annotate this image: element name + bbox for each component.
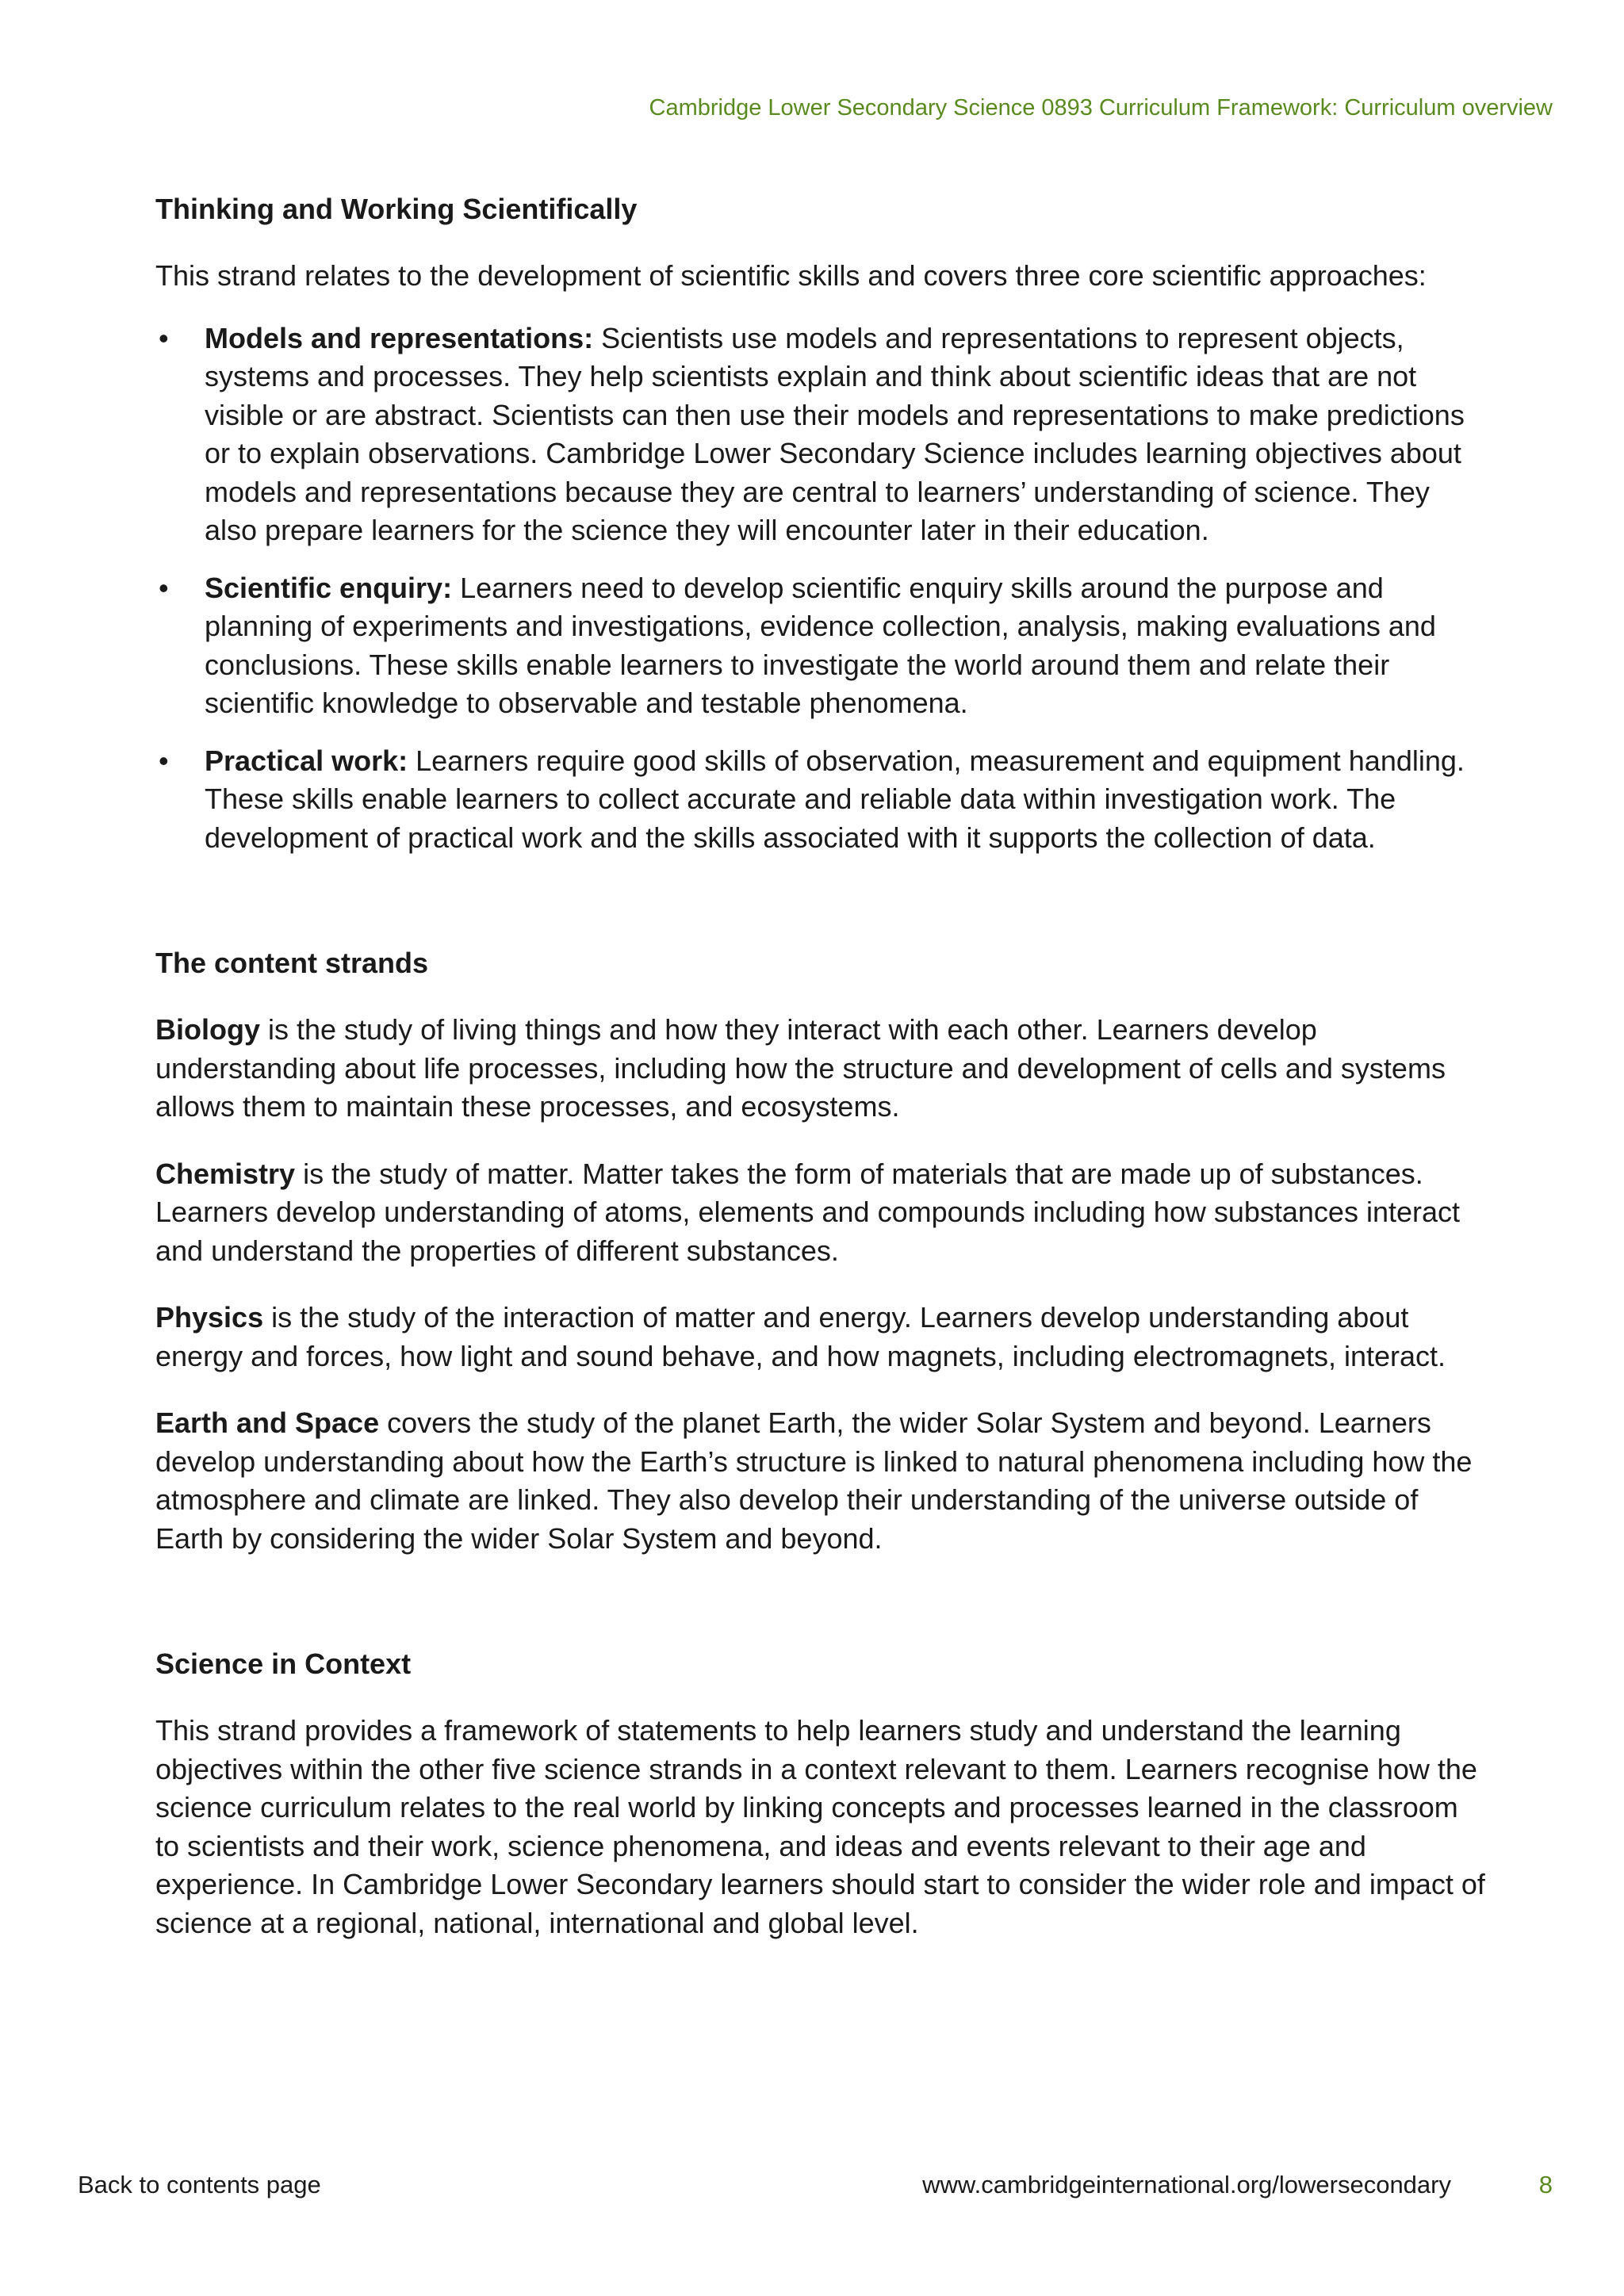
running-header: Cambridge Lower Secondary Science 0893 Curriculum Framework: Curriculum overview — [649, 95, 1553, 121]
strand-text: is the study of living things and how they interact with each other. Learners develop understanding about life processes, including how the structure and development of cells and systems allows them to maintain these processes, and ecosystems. — [155, 1013, 1446, 1123]
section-heading: Science in Context — [155, 1647, 412, 1680]
section-science-in-context — [155, 1645, 1488, 1942]
list-item-text: Scientists use models and representations to represent objects, systems and processes. They help scientists explain and think about scientific ideas that are not visible or are abstract. Scientists can then use their models and representations to make predictions or to explain observations. Cambridge Lower Secondary Science includes learning objectives about models and representations because they are central to learners’ understanding of science. They also prepare learners for the science they will encounter later in their education. — [205, 321, 1465, 546]
strand-term: Chemistry — [155, 1157, 296, 1190]
list-item-text: Learners require good skills of observation, measurement and equipment handling. These skills enable learners to collect accurate and reliable data within investigation work. The development of practical work and the skills associated with it supports the collection of data. — [205, 744, 1465, 854]
section-heading: Thinking and Working Scientifically — [155, 193, 638, 225]
approaches-list — [155, 320, 1488, 858]
strand-paragraph-earth-space — [155, 1404, 1488, 1558]
strand-paragraph-physics — [155, 1299, 1488, 1376]
strand-text: is the study of matter. Matter takes the form of materials that are made up of substances. Learners develop understanding of atoms, elements and compounds including how substances interact and understand the properties of different substances. — [155, 1157, 1461, 1267]
list-item-term: Practical work: — [205, 744, 408, 777]
list-item-term: Scientific enquiry: — [205, 571, 453, 604]
strand-term: Biology — [155, 1013, 260, 1046]
section-heading: The content strands — [155, 947, 429, 979]
list-item — [155, 569, 1488, 723]
section-body: This strand provides a framework of statements to help learners study and understand the learning objectives within the other five science strands in a context relevant to them. Learners recognise how the science curriculum relates to the real world by linking concepts and processes learned in the classroom to scientists and their work, science phenomena, and ideas and events relevant to their age and experience. In Cambridge Lower Secondary learners should start to consider the wider role and impact of science at a regional, national, international and global level. — [155, 1714, 1485, 1939]
list-item-text: Learners need to develop scientific enquiry skills around the purpose and planning of experiments and investigations, evidence collection, analysis, making evaluations and conclusions. These skills enable learners to investigate the world around them and relate their scientific knowledge to observable and testable phenomena. — [205, 571, 1436, 719]
strand-term: Physics — [155, 1301, 264, 1334]
section-intro: This strand relates to the development of scientific skills and covers three core scientific approaches: — [155, 259, 1427, 292]
footer-url-link[interactable]: www.cambridgeinternational.org/lowersecondary — [922, 2171, 1451, 2198]
page-number: 8 — [1538, 2171, 1553, 2198]
list-item — [155, 320, 1488, 550]
strand-text: covers the study of the planet Earth, the wider Solar System and beyond. Learners develop understanding about how the Earth’s structure is linked to natural phenomena including how the atmosphere and climate are linked. They also develop their understanding of the universe outside of Earth by considering the wider Solar System and beyond. — [155, 1406, 1473, 1555]
section-content-strands — [155, 944, 1488, 1558]
strand-text: is the study of the interaction of matter and energy. Learners develop understanding about energy and forces, how light and sound behave, and how magnets, including electromagnets, interact. — [155, 1301, 1446, 1372]
back-to-contents-link[interactable]: Back to contents page — [78, 2171, 321, 2198]
bullet-icon: • — [159, 321, 169, 354]
strand-term: Earth and Space — [155, 1406, 380, 1439]
page-content — [155, 190, 1488, 1942]
list-item-term: Models and representations: — [205, 321, 594, 354]
bullet-icon: • — [159, 571, 169, 604]
section-thinking-working-scientifically — [155, 190, 1488, 857]
strand-paragraph-biology — [155, 1011, 1488, 1127]
list-item — [155, 742, 1488, 858]
strand-paragraph-chemistry — [155, 1155, 1488, 1271]
bullet-icon: • — [159, 744, 169, 777]
